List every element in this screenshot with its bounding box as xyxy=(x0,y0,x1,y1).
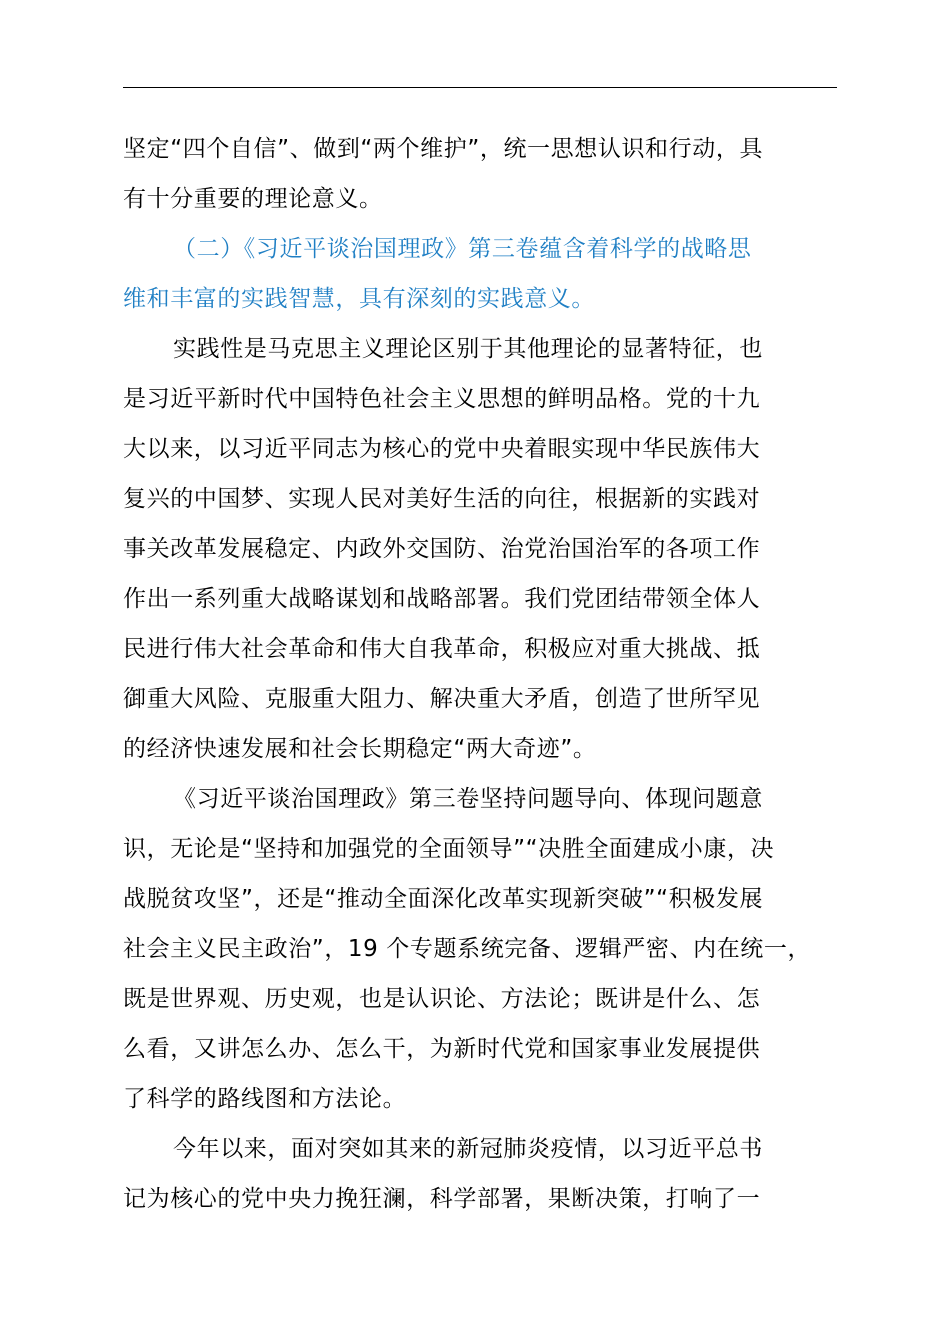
paragraph-2-line-7: 民进行伟大社会革命和伟大自我革命，积极应对重大挑战、抵 xyxy=(123,636,761,662)
paragraph-4-line-1: 今年以来，面对突如其来的新冠肺炎疫情，以习近平总书 xyxy=(173,1136,763,1162)
section-heading-line-2: 维和丰富的实践智慧，具有深刻的实践意义。 xyxy=(123,286,595,312)
paragraph-2-line-6: 作出一系列重大战略谋划和战略部署。我们党团结带领全体人 xyxy=(123,586,761,612)
paragraph-3-line-3: 战脱贫攻坚”，还是“推动全面深化改革实现新突破”“积极发展 xyxy=(123,886,764,912)
paragraph-2-line-5: 事关改革发展稳定、内政外交国防、治党治国治军的各项工作 xyxy=(123,536,761,562)
paragraph-2-line-4: 复兴的中国梦、实现人民对美好生活的向往，根据新的实践对 xyxy=(123,486,761,512)
paragraph-2-line-2: 是习近平新时代中国特色社会主义思想的鲜明品格。党的十九 xyxy=(123,386,761,412)
header-rule xyxy=(123,87,837,88)
paragraph-2-line-3: 大以来，以习近平同志为核心的党中央着眼实现中华民族伟大 xyxy=(123,436,761,462)
paragraph-3-line-5: 既是世界观、历史观，也是认识论、方法论；既讲是什么、怎 xyxy=(123,986,761,1012)
paragraph-1-line-1: 坚定“四个自信”、做到“两个维护”，统一思想认识和行动，具 xyxy=(123,136,764,162)
paragraph-4-line-2: 记为核心的党中央力挽狂澜，科学部署，果断决策，打响了一 xyxy=(123,1186,761,1212)
paragraph-3-line-4: 社会主义民主政治”，19 个专题系统完备、逻辑严密、内在统一， xyxy=(123,936,812,962)
paragraph-1-line-2: 有十分重要的理论意义。 xyxy=(123,186,383,212)
paragraph-2-line-1: 实践性是马克思主义理论区别于其他理论的显著特征，也 xyxy=(173,336,763,362)
section-heading-line-1: （二）《习近平谈治国理政》第三卷蕴含着科学的战略思 xyxy=(173,236,752,262)
paragraph-2-line-9: 的经济快速发展和社会长期稳定“两大奇迹”。 xyxy=(123,736,597,762)
paragraph-3-line-1: 《习近平谈治国理政》第三卷坚持问题导向、体现问题意 xyxy=(173,786,763,812)
paragraph-3-line-2: 识，无论是“坚持和加强党的全面领导”“决胜全面建成小康，决 xyxy=(123,836,775,862)
paragraph-3-line-6: 么看，又讲怎么办、怎么干，为新时代党和国家事业发展提供 xyxy=(123,1036,761,1062)
paragraph-3-line-7: 了科学的路线图和方法论。 xyxy=(123,1086,407,1112)
paragraph-2-line-8: 御重大风险、克服重大阻力、解决重大矛盾，创造了世所罕见 xyxy=(123,686,761,712)
